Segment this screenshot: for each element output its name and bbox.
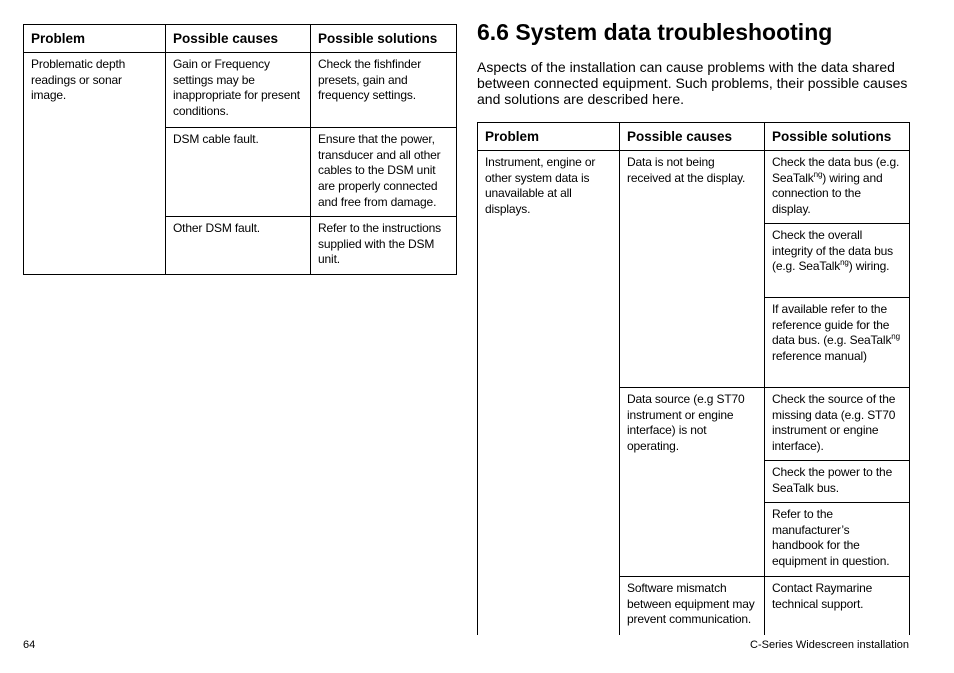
left-solution-cell: Check the fishfinder presets, gain and frequency settings. [311,53,457,128]
right-table-container [476,121,912,635]
left-header-causes: Possible causes [166,25,311,53]
right-solution-cell: Check the source of the missing data (e.g. ST70 instrument or engine interface). [765,388,910,461]
left-problem-cell: Problematic depth readings or sonar image. [24,53,166,275]
right-cause-cell: Software mismatch between equipment may prevent communication. [620,577,765,636]
solution-text: ) wiring and connection to the display. [772,170,883,217]
right-solution-cell: Contact Raymarine technical support. [765,577,910,636]
right-problem-cell: Instrument, engine or other system data is unavailable at all displays. [478,151,620,636]
footer-document-title: C-Series Widescreen installation [750,639,909,651]
solution-superscript: ng [840,258,849,268]
section-intro: Aspects of the installation can cause problems with the data shared between connected equipment. Such problems, their possible causes and solutions are described here. [477,59,908,107]
solution-text: Check the data bus (e.g. SeaTalk [772,155,900,185]
left-table-header-row [24,25,457,53]
left-cause-cell: Gain or Frequency settings may be inappropriate for present conditions. [166,53,311,128]
right-solution-cell [765,224,910,298]
solution-superscript: ng [813,169,823,179]
table-row [24,53,457,128]
right-cause-cell: Data is not being received at the display. [620,151,765,388]
left-solution-cell: Refer to the instructions supplied with the DSM unit. [311,217,457,275]
right-solution-cell: Refer to the manufacturer’s handbook for the equipment in question. [765,503,910,577]
solution-text: Check the overall integrity of the data bus (e.g. SeaTalk [772,228,893,274]
left-troubleshooting-table [23,24,457,275]
right-header-solutions: Possible solutions [765,123,910,151]
right-solution-cell [765,298,910,388]
right-header-causes: Possible causes [620,123,765,151]
right-solution-cell [765,151,910,224]
solution-text: reference manual) [772,349,867,364]
system-data-troubleshooting-table [477,122,910,635]
solution-text: If available refer to the reference guide for the data bus. (e.g. SeaTalk [772,302,892,348]
right-header-problem: Problem [478,123,620,151]
table-row [478,151,910,224]
left-header-problem: Problem [24,25,166,53]
page-number: 64 [23,639,36,651]
solution-text: ) wiring. [848,259,890,274]
solution-superscript: ng [891,332,900,342]
right-table-header-row [478,123,910,151]
section-heading: 6.6 System data troubleshooting [477,19,833,45]
right-solution-cell: Check the power to the SeaTalk bus. [765,461,910,503]
left-cause-cell: DSM cable fault. [166,128,311,217]
left-header-solutions: Possible solutions [311,25,457,53]
right-cause-cell: Data source (e.g ST70 instrument or engine interface) is not operating. [620,388,765,577]
left-cause-cell: Other DSM fault. [166,217,311,275]
left-solution-cell: Ensure that the power, transducer and all other cables to the DSM unit are properly connected and free from damage. [311,128,457,217]
